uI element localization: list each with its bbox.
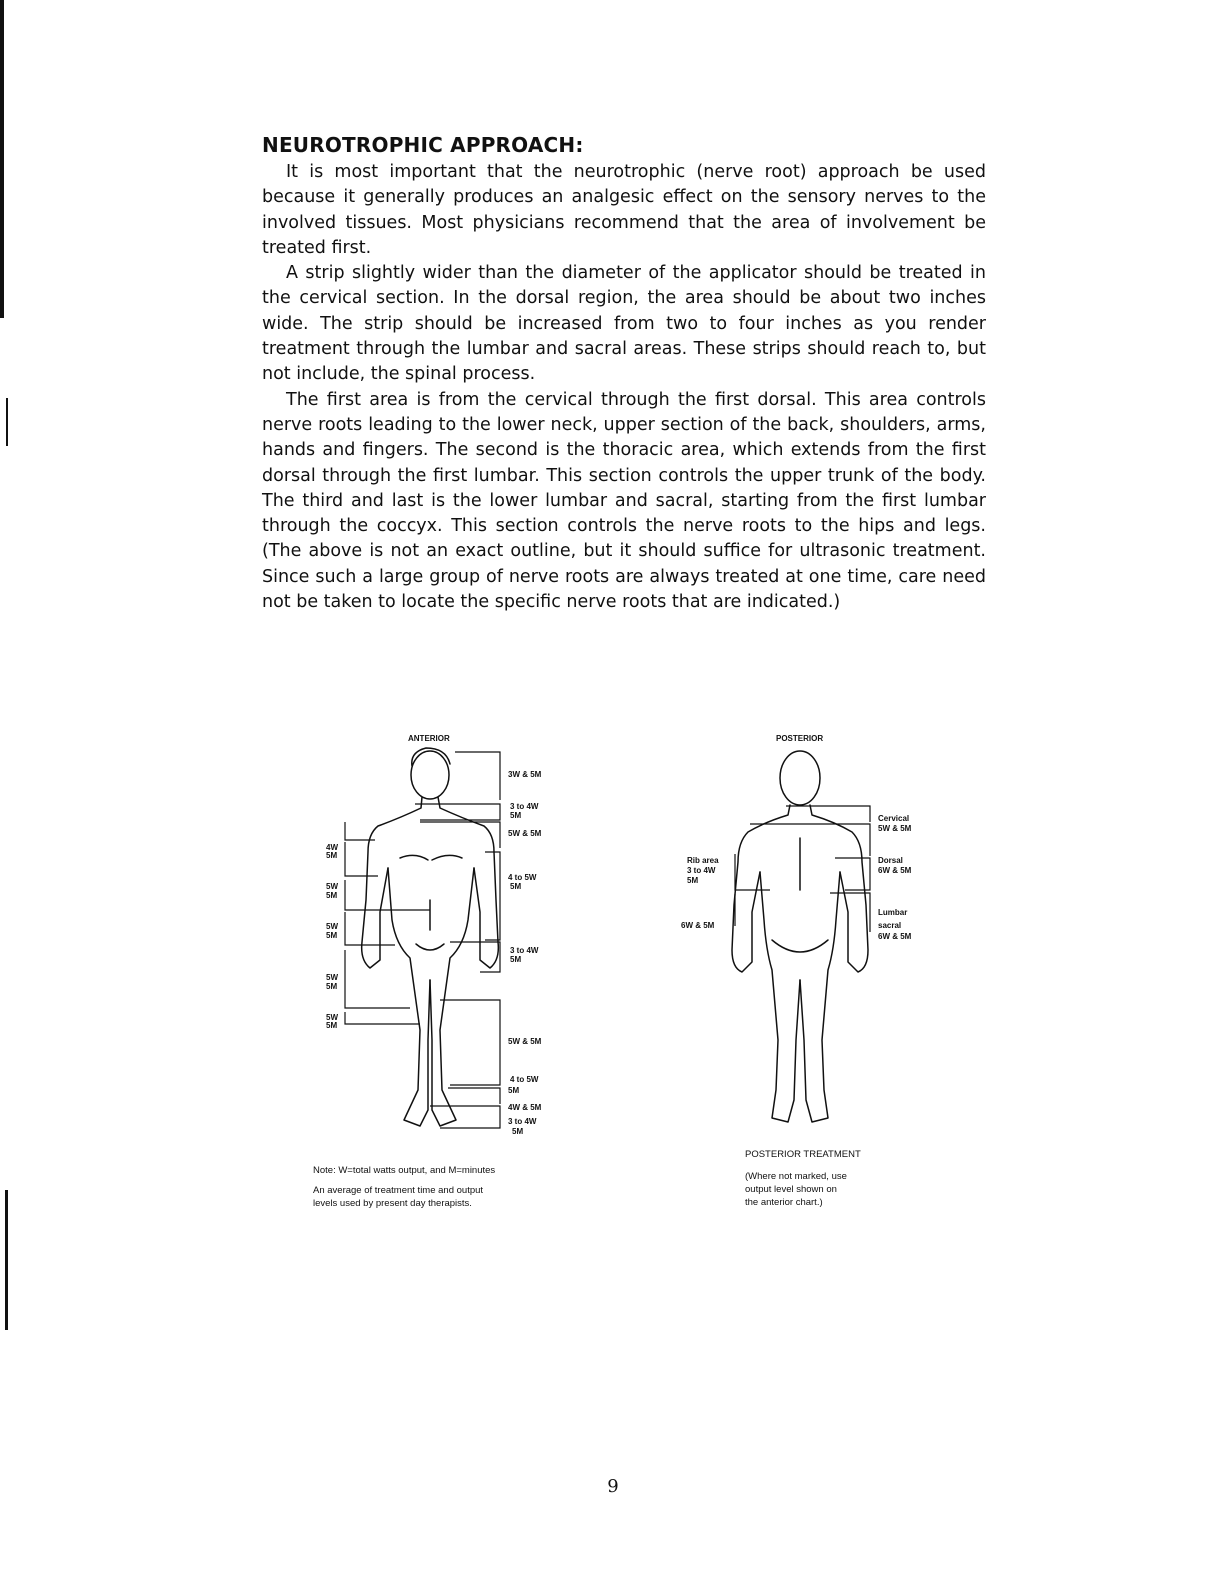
note-line: Note: W=total watts output, and M=minutes: [313, 1165, 496, 1176]
dose-label: 6W & 5M: [878, 866, 912, 875]
posterior-chart: [681, 734, 912, 1208]
dose-label: 5W: [326, 1013, 338, 1022]
posterior-title: POSTERIOR: [776, 734, 824, 743]
dose-label: 3 to 4W: [510, 802, 539, 811]
dose-label: 5M: [510, 955, 522, 964]
posterior-body-outline: [732, 751, 868, 1122]
dose-label: 5M: [326, 891, 338, 900]
dose-label: 5W: [326, 922, 338, 931]
dose-label: sacral: [878, 921, 902, 930]
paragraph: The first area is from the cervical through the first dorsal. This area controls nerve roots leading to the lower neck, upper section of the back, shoulders, arms, hands and fingers. The second is the thoracic area, which extends from the first dorsal through the first lumbar. This section controls the upper trunk of the body. The third and last is the lower lumbar and sacral, starting from the first lumbar through the coccyx. This section controls the nerve roots to the hips and legs. (The above is not an exact outline, but it should suffice for ultrasonic treatment. Since such a large group of nerve roots are always treated at one time, care need not be taken to locate the specific nerve roots that are indicated.): [262, 389, 986, 613]
dose-label: 5M: [326, 851, 338, 860]
dose-label: 5M: [508, 1086, 520, 1095]
note-line: An average of treatment time and output: [313, 1185, 484, 1196]
dose-label: 5M: [512, 1127, 524, 1136]
dose-label: 5M: [326, 1021, 338, 1030]
dose-label: 3 to 4W: [510, 946, 539, 955]
anterior-left-labels: [326, 843, 338, 1030]
dose-label: 5W & 5M: [878, 824, 912, 833]
dose-label: 6W & 5M: [681, 921, 715, 930]
anterior-bracket-lines: [345, 752, 500, 1128]
caption-line: the anterior chart.): [745, 1197, 823, 1208]
dose-label: Lumbar: [878, 908, 908, 917]
dose-label: 3W & 5M: [508, 770, 542, 779]
caption-line: output level shown on: [745, 1184, 837, 1195]
dose-label: 4W: [326, 843, 338, 852]
dose-label: 6W & 5M: [878, 932, 912, 941]
dose-label: 5M: [326, 982, 338, 991]
dose-label: Cervical: [878, 814, 910, 823]
dose-label: 5M: [510, 882, 522, 891]
dose-label: Rib area: [687, 856, 719, 865]
dose-label: 5W: [326, 973, 338, 982]
dose-label: 5M: [687, 876, 699, 885]
section-heading: NEUROTROPHIC APPROACH:: [262, 133, 584, 157]
dose-label: 4 to 5W: [510, 1075, 539, 1084]
dose-label: 5W: [326, 882, 338, 891]
dose-label: 3 to 4W: [687, 866, 716, 875]
caption-line: (Where not marked, use: [745, 1171, 847, 1182]
posterior-right-labels: [878, 814, 912, 941]
anterior-body-outline: [362, 748, 499, 1126]
anterior-chart: [313, 734, 542, 1209]
paragraph: It is most important that the neurotrophic (nerve root) approach be used because it generally produces an analgesic effect on the sensory nerves to the involved tissues. Most physicians recommend that the area of involvement be treated first.: [262, 162, 986, 258]
dose-label: 4 to 5W: [508, 873, 537, 882]
dose-label: 5M: [326, 931, 338, 940]
anterior-title: ANTERIOR: [408, 734, 450, 743]
dose-label: 3 to 4W: [508, 1117, 537, 1126]
paragraph: A strip slightly wider than the diameter of the applicator should be treated in the cervical section. In the dorsal region, the area should be about two inches wide. The strip should be increased from two to four inches as you render treatment through the lumbar and sacral areas. These strips should reach to, but not include, the spinal process.: [262, 263, 986, 385]
dose-label: 5W & 5M: [508, 829, 542, 838]
dose-label: Dorsal: [878, 856, 903, 865]
posterior-bracket-lines: [735, 806, 870, 932]
dose-label: 5M: [510, 811, 522, 820]
caption-title: POSTERIOR TREATMENT: [745, 1149, 861, 1160]
posterior-left-labels: [681, 856, 719, 930]
dose-label: 5W & 5M: [508, 1037, 542, 1046]
note-line: levels used by present day therapists.: [313, 1198, 472, 1209]
dose-label: 4W & 5M: [508, 1103, 542, 1112]
page-number: 9: [607, 1476, 619, 1497]
anterior-right-labels: [508, 770, 542, 1136]
